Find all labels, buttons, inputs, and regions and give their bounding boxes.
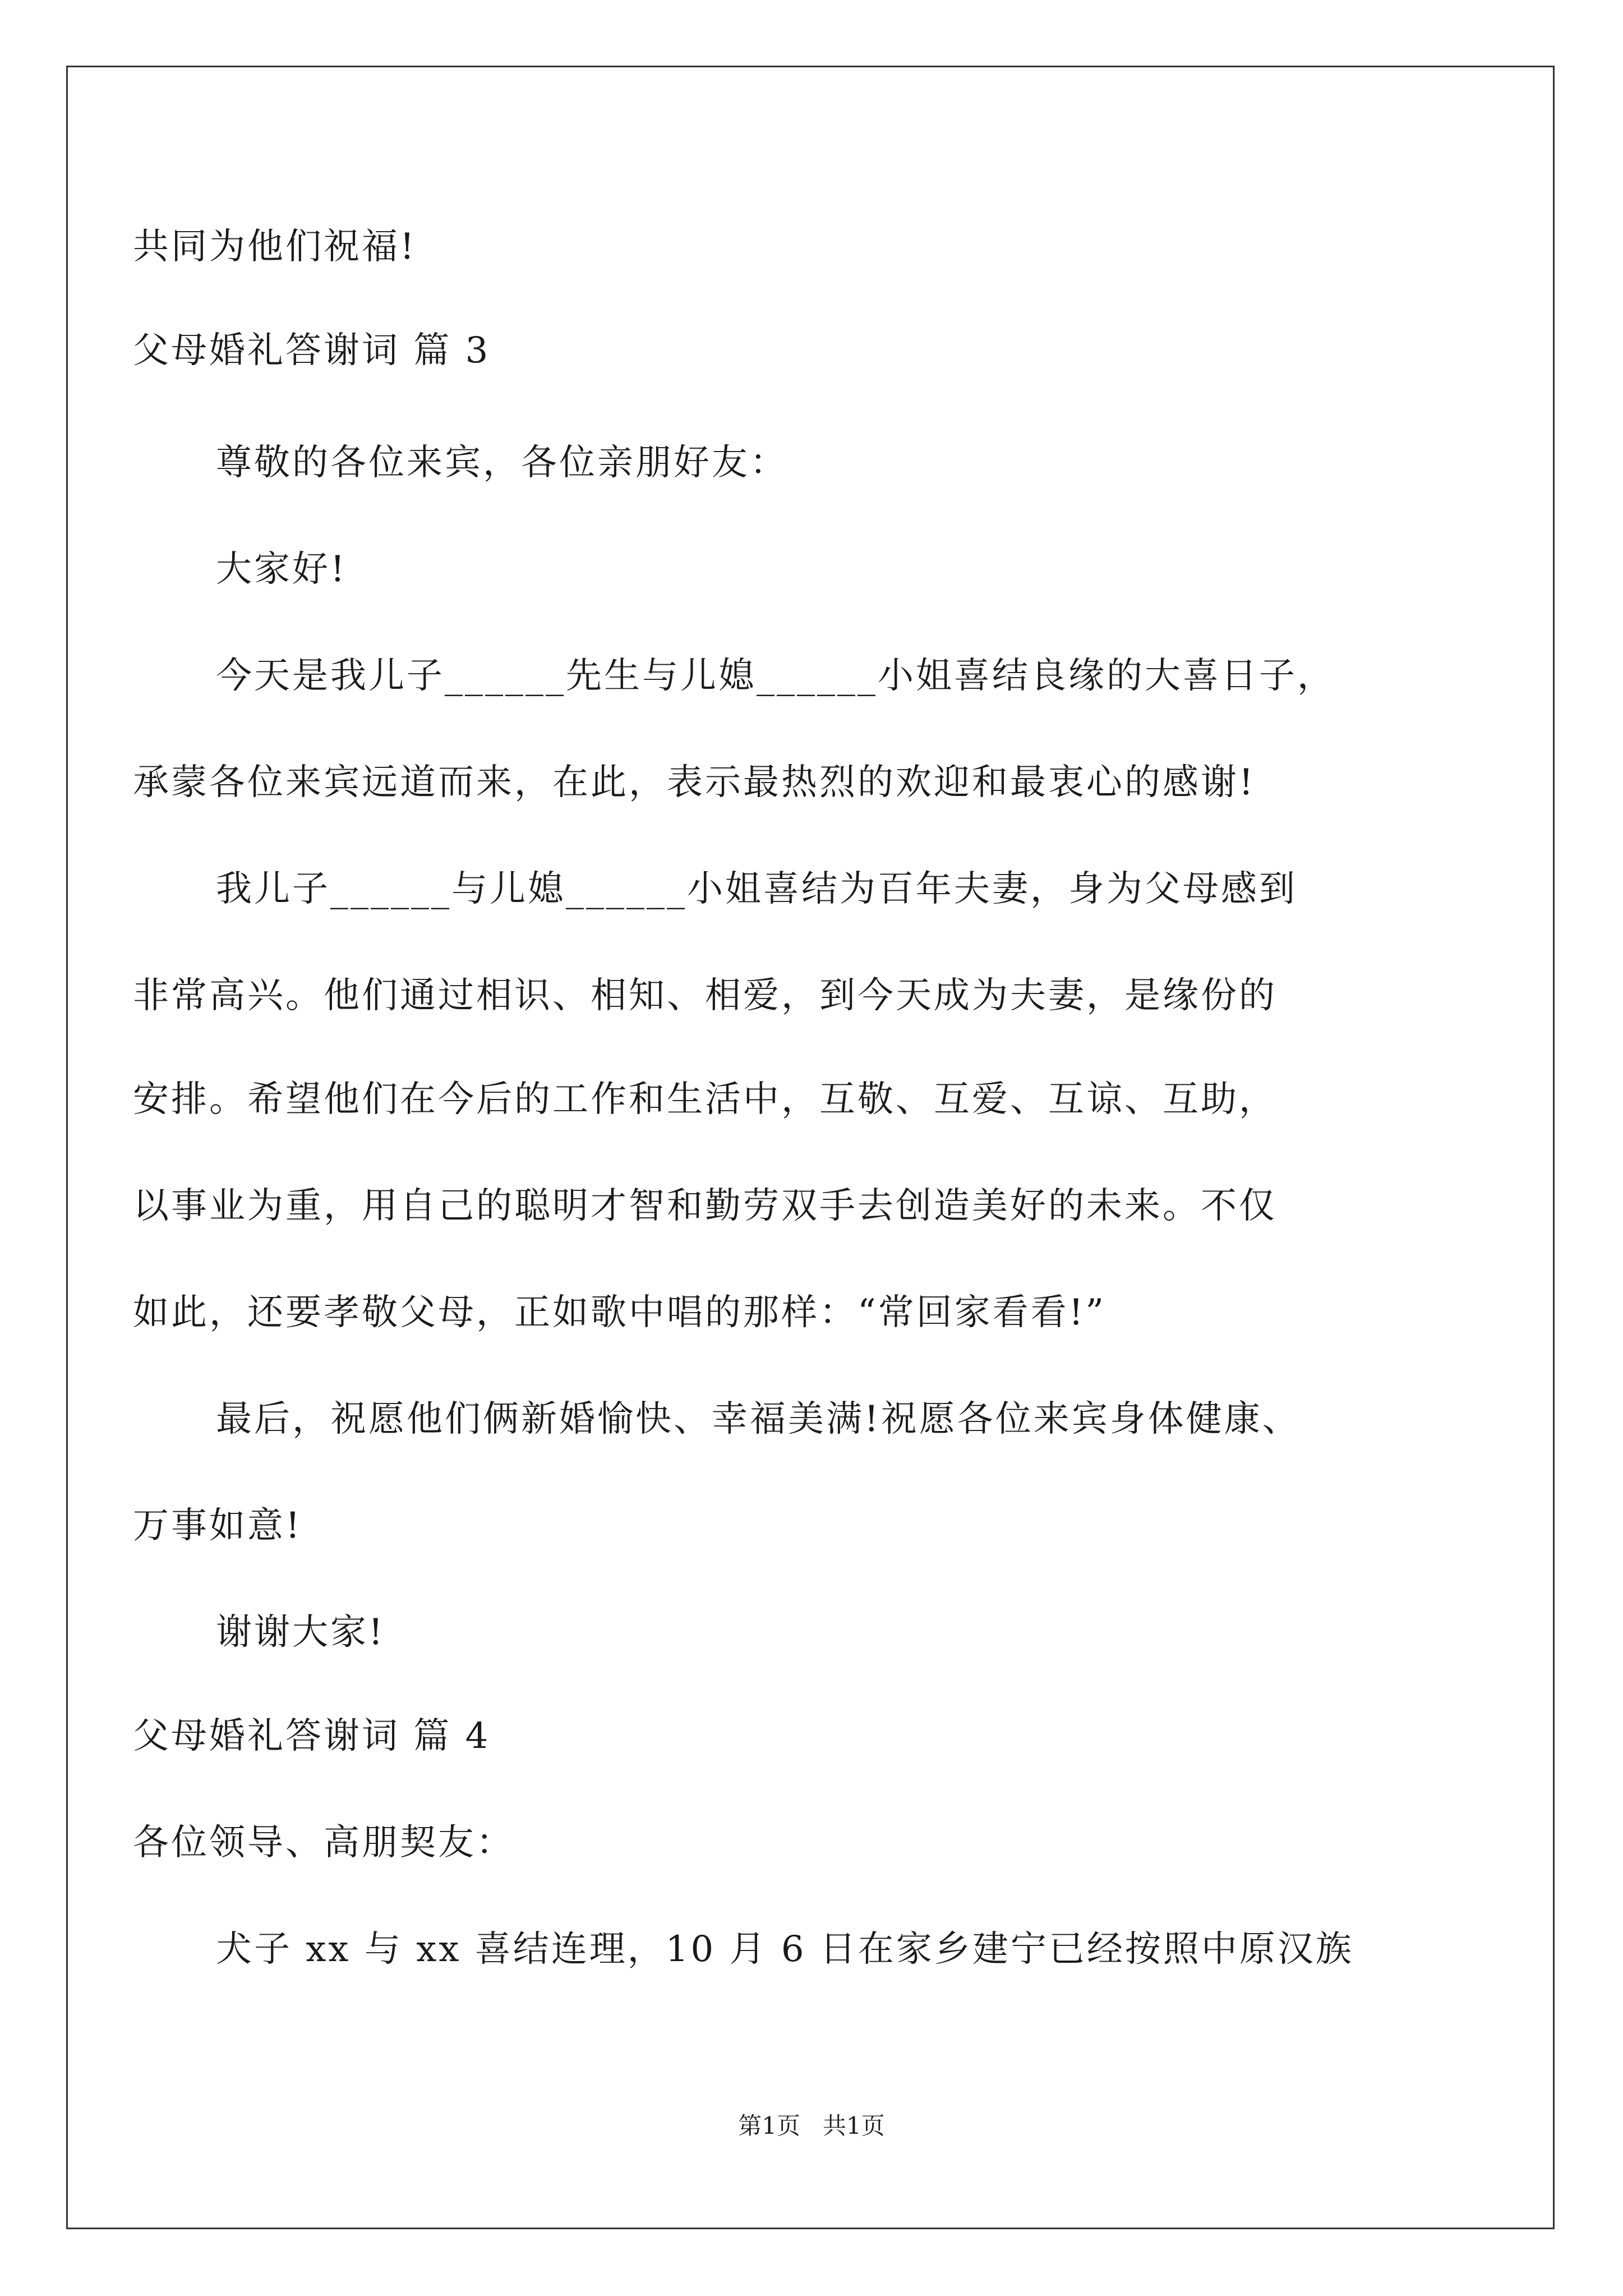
text-line: 最后，祝愿他们俩新婚愉快、幸福美满!祝愿各位来宾身体健康、 [216,1398,1301,1440]
section-heading: 父母婚礼答谢词 篇 3 [133,330,491,371]
text-line: 犬子 xx 与 xx 喜结连理，10 月 6 日在家乡建宁已经按照中原汉族 [216,1929,1354,1970]
text-line: 如此，还要孝敬父母，正如歌中唱的那样：“常回家看看!” [133,1292,1106,1333]
text-line: 万事如意! [133,1505,302,1547]
page-total: 共1页 [823,2112,885,2139]
salutation: 各位领导、高朋契友： [133,1822,514,1864]
text-line: 非常高兴。他们通过相识、相知、相爱，到今天成为夫妻，是缘份的 [133,975,1277,1016]
text-line: 共同为他们祝福! [133,226,417,268]
page-footer [0,2109,1623,2143]
text-line: 安排。希望他们在今后的工作和生活中，互敬、互爱、互谅、互助， [133,1079,1277,1120]
text-line: 承蒙各位来宾远道而来，在此，表示最热烈的欢迎和最衷心的感谢! [133,762,1256,803]
greeting: 大家好! [216,549,347,590]
text-line: 我儿子______与儿媳______小姐喜结为百年夫妻，身为父母感到 [216,868,1297,910]
section-heading: 父母婚礼答谢词 篇 4 [133,1715,491,1757]
text-line: 今天是我儿子______先生与儿媳______小姐喜结良缘的大喜日子， [216,655,1335,697]
salutation: 尊敬的各位来宾，各位亲朋好友： [216,442,788,484]
text-line: 以事业为重，用自己的聪明才智和勤劳双手去创造美好的未来。不仅 [133,1185,1277,1227]
page-number: 第1页 [738,2112,800,2139]
closing-line: 谢谢大家! [216,1612,385,1653]
